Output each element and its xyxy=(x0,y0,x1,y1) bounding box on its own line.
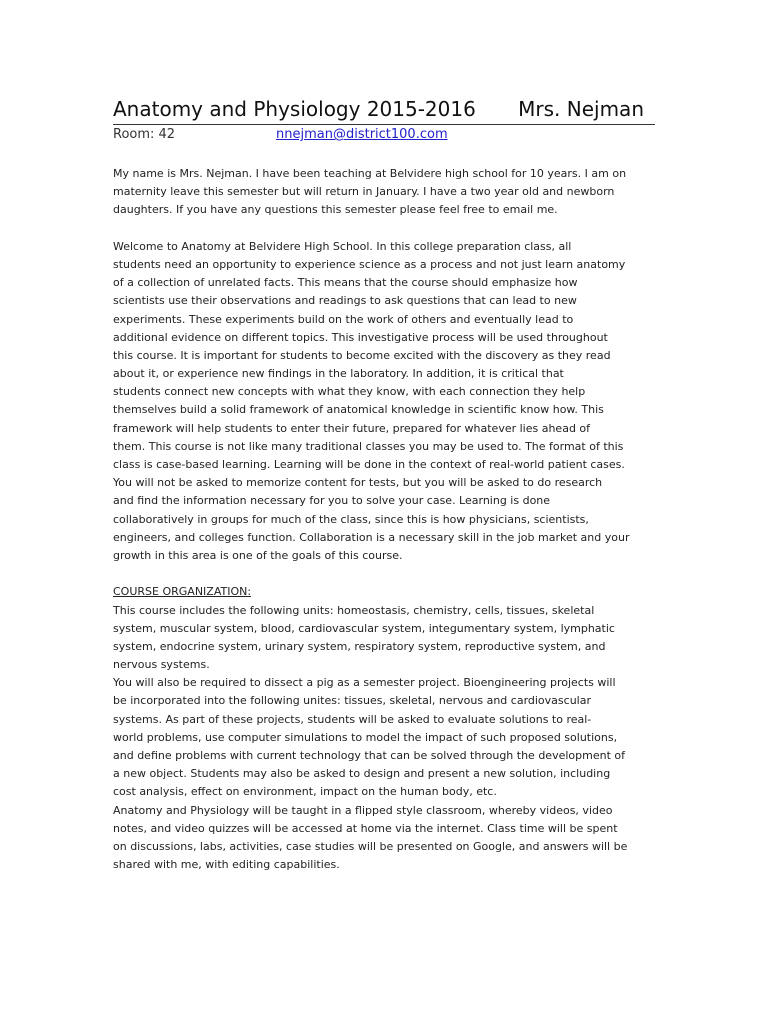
welcome-paragraph xyxy=(113,238,661,565)
paragraph-line: on discussions, labs, activities, case studies will be presented on Google, and answers will be xyxy=(113,839,628,853)
paragraph-line: engineers, and colleges function. Collaboration is a necessary skill in the job market and your xyxy=(113,530,630,544)
paragraph-line: framework will help students to enter their future, prepared for whatever lies ahead of xyxy=(113,421,591,435)
paragraph-line: of a collection of unrelated facts. This means that the course should emphasize how xyxy=(113,276,578,290)
paragraph-line: notes, and video quizzes will be accessed at home via the internet. Class time will be spent xyxy=(113,821,618,835)
paragraph-line: collaboratively in groups for much of the class, since this is how physicians, scientists, xyxy=(113,512,589,526)
paragraph-line: be incorporated into the following unites: tissues, skeletal, nervous and cardiovascular xyxy=(113,694,591,708)
course-title: Anatomy and Physiology 2015-2016 xyxy=(113,97,476,121)
paragraph-line: You will also be required to dissect a pig as a semester project. Bioengineering projects will xyxy=(113,676,616,690)
section-heading: COURSE ORGANIZATION: xyxy=(113,585,252,599)
paragraph-line: Welcome to Anatomy at Belvidere High School. In this college preparation class, all xyxy=(113,239,572,253)
teacher-name: Mrs. Nejman xyxy=(518,97,644,121)
paragraph-line: a new object. Students may also be asked to design and present a new solution, including xyxy=(113,767,611,781)
paragraph-line: My name is Mrs. Nejman. I have been teaching at Belvidere high school for 10 years. I am on xyxy=(113,167,627,180)
paragraph-line: about it, or experience new findings in the laboratory. In addition, it is critical that xyxy=(113,367,564,381)
paragraph-line: scientists use their observations and readings to ask questions that can lead to new xyxy=(113,294,577,308)
email-link[interactable]: nnejman@district100.com xyxy=(276,127,448,142)
paragraph-line: and find the information necessary for you to solve your case. Learning is done xyxy=(113,494,551,508)
paragraph-line: students connect new concepts with what they know, with each connection they help xyxy=(113,385,586,399)
paragraph-line: class is case-based learning. Learning will be done in the context of real-world patient cases. xyxy=(113,458,625,471)
paragraph-line: This course includes the following units: homeostasis, chemistry, cells, tissues, skeletal xyxy=(113,603,595,617)
paragraph-line: themselves build a solid framework of anatomical knowledge in scientific know how. This xyxy=(113,403,604,417)
organization-section xyxy=(113,602,661,875)
paragraph-line: system, muscular system, blood, cardiovascular system, integumentary system, lymphatic xyxy=(113,621,615,635)
paragraph-line: nervous systems. xyxy=(113,658,210,672)
intro-paragraph xyxy=(113,165,661,220)
paragraph-line: growth in this area is one of the goals of this course. xyxy=(113,548,403,562)
paragraph-line: them. This course is not like many traditional classes you may be used to. The format of this xyxy=(113,439,624,453)
paragraph-line: maternity leave this semester but will return in January. I have a two year old and newborn xyxy=(113,185,615,199)
paragraph-line: daughters. If you have any questions this semester please feel free to email me. xyxy=(113,203,558,217)
contact-info xyxy=(113,126,673,146)
paragraph-line: You will not be asked to memorize content for tests, but you will be asked to do research xyxy=(113,476,603,490)
paragraph-line: world problems, use computer simulations to model the impact of such proposed solutions, xyxy=(113,730,618,744)
paragraph-line: students need an opportunity to experience science as a process and not just learn anatomy xyxy=(113,257,626,271)
paragraph-line: system, endocrine system, urinary system, respiratory system, reproductive system, and xyxy=(113,639,606,653)
paragraph-line: additional evidence on different topics. This investigative process will be used throughout xyxy=(113,330,608,344)
paragraph-line: Anatomy and Physiology will be taught in a flipped style classroom, whereby videos, video xyxy=(113,803,613,817)
paragraph-line: shared with me, with editing capabilities. xyxy=(113,858,340,872)
paragraph-line: experiments. These experiments build on the work of others and eventually lead to xyxy=(113,312,574,326)
document-header xyxy=(113,96,655,125)
paragraph-line: this course. It is important for students to become excited with the discovery as they read xyxy=(113,348,611,362)
document-body xyxy=(113,165,661,874)
paragraph-line: cost analysis, effect on environment, impact on the human body, etc. xyxy=(113,785,497,799)
paragraph-line: and define problems with current technology that can be solved through the development of xyxy=(113,749,625,762)
room-number: Room: 42 xyxy=(113,127,176,142)
paragraph-line: systems. As part of these projects, students will be asked to evaluate solutions to real- xyxy=(113,712,592,726)
